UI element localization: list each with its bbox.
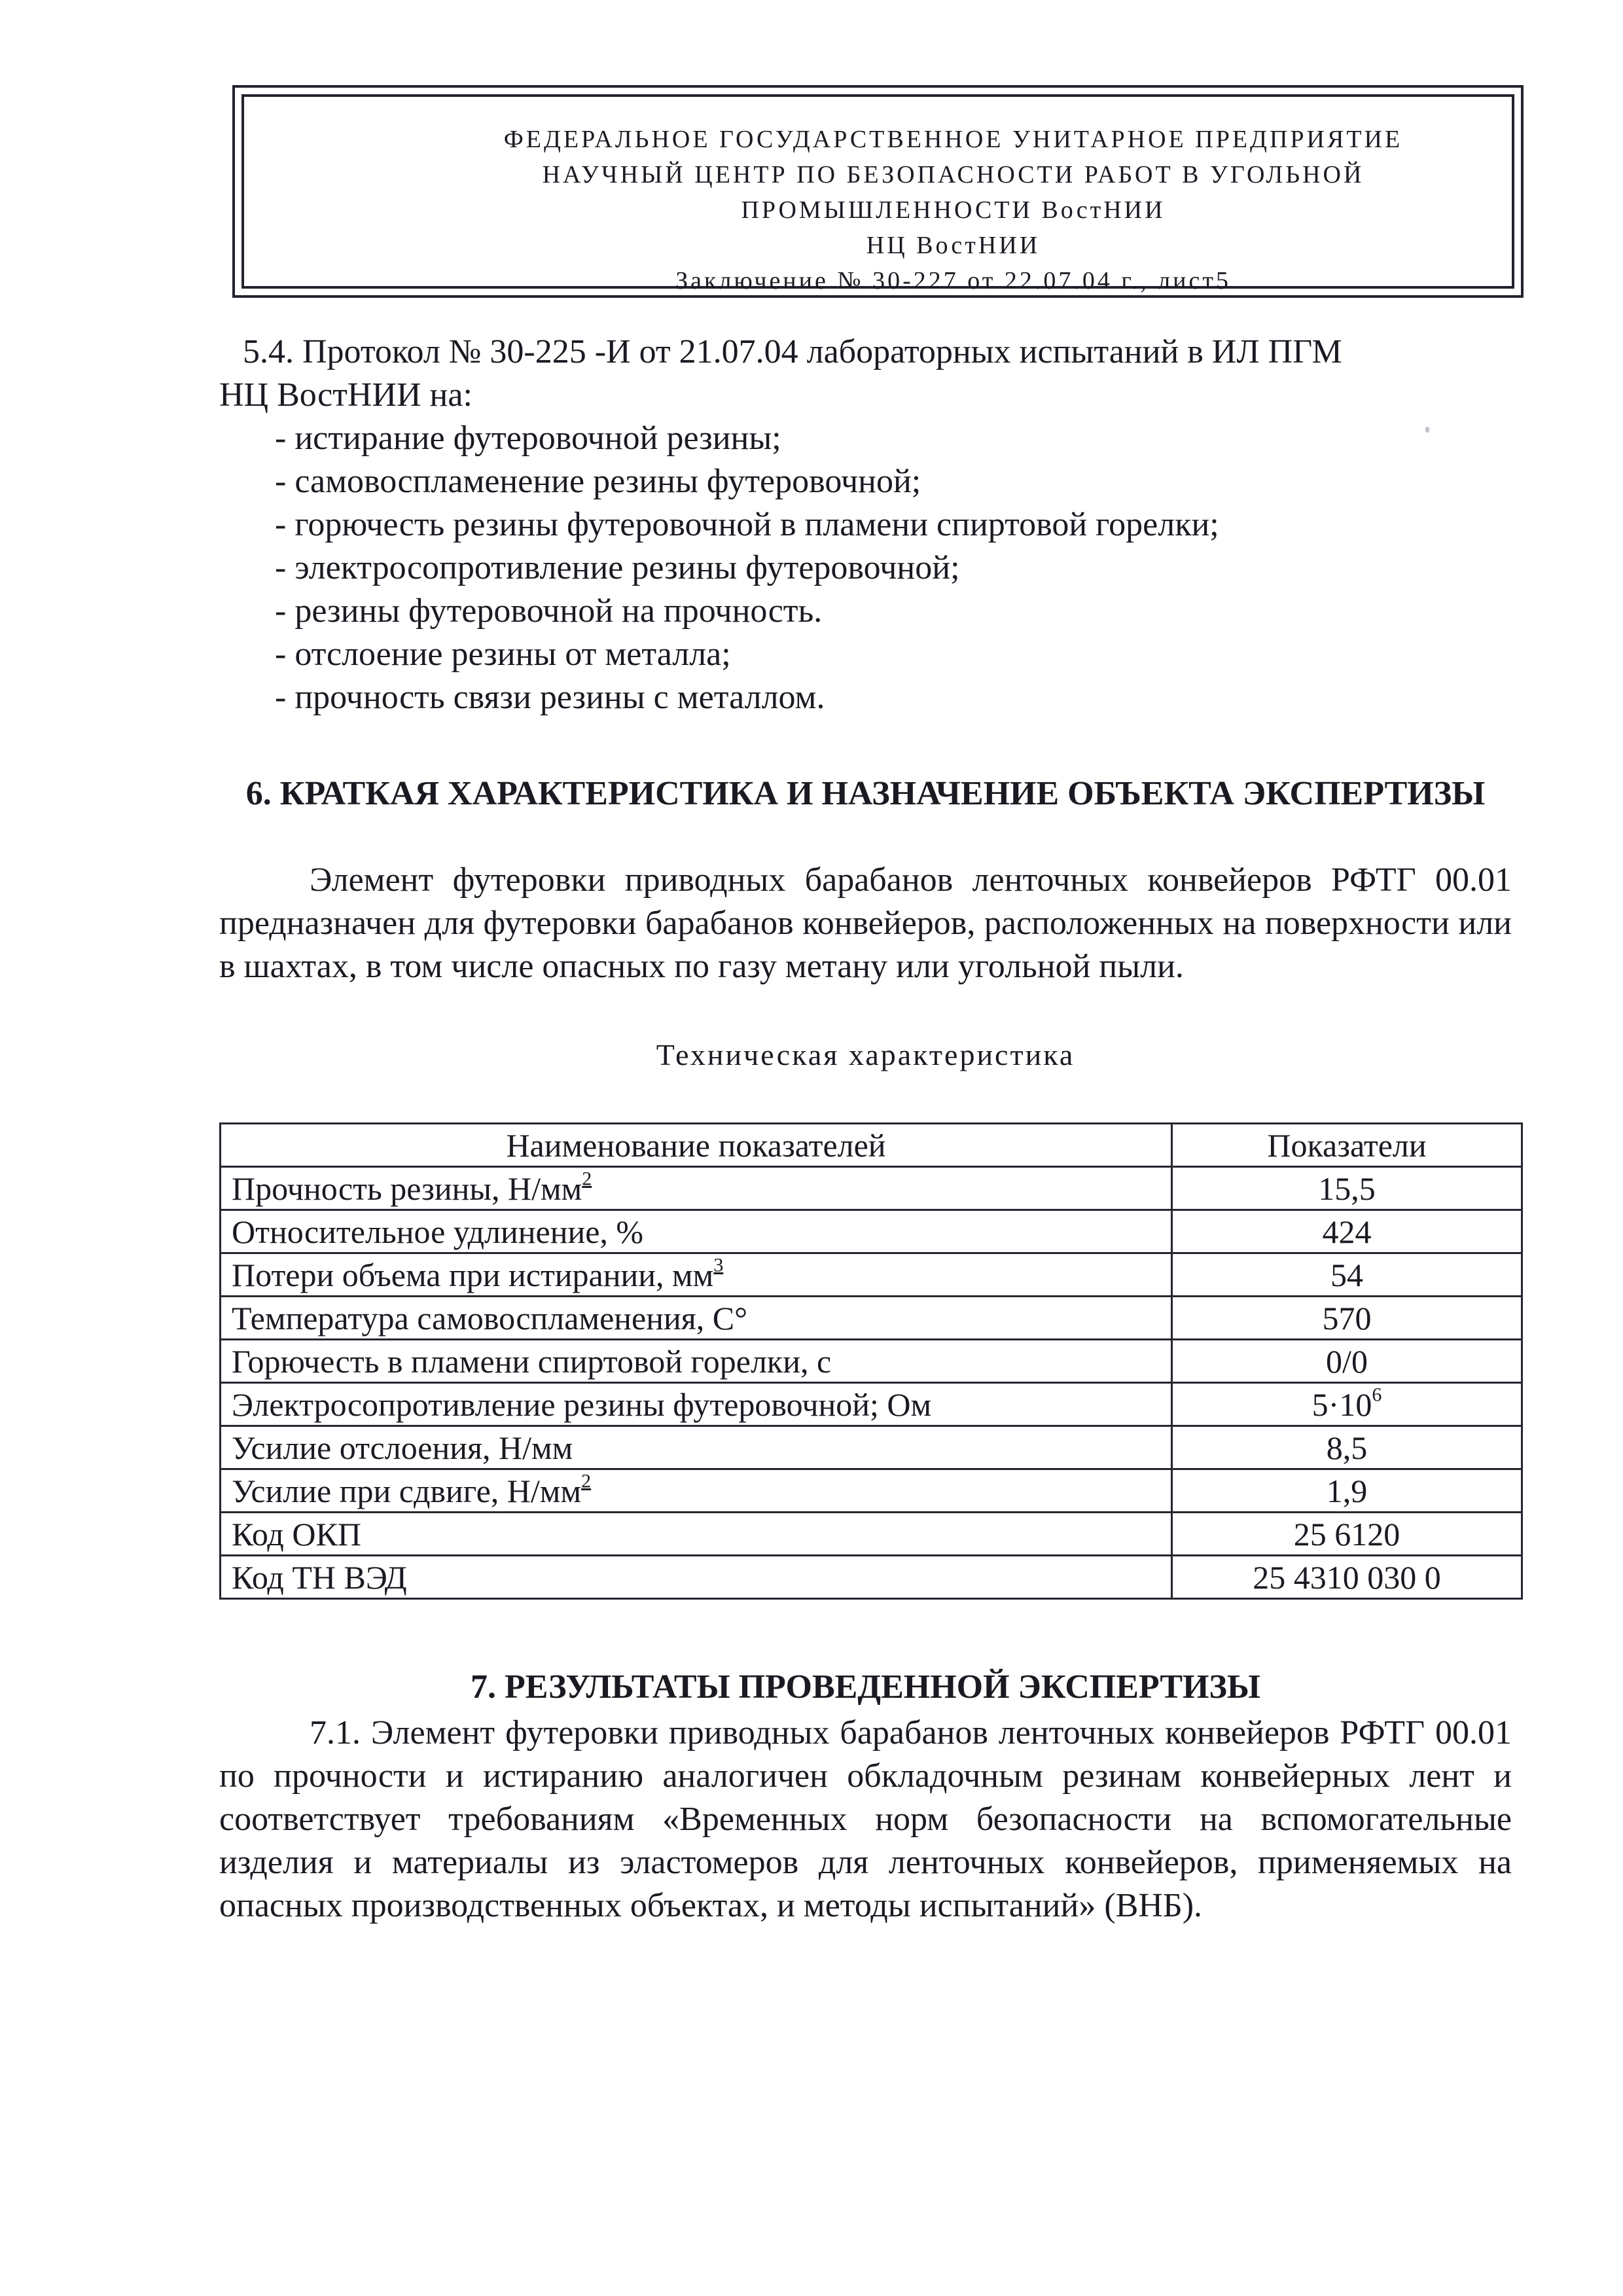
parameter-name-cell (221, 1340, 1172, 1383)
parameter-name-cell (221, 1210, 1172, 1253)
parameter-name: Код ОКП (232, 1515, 361, 1552)
protocol-test-list (219, 417, 1512, 719)
list-item: - электросопротивление резины футеровочной; (275, 549, 960, 586)
parameter-value-cell (1172, 1556, 1522, 1599)
parameter-value: 15,5 (1318, 1170, 1376, 1207)
parameter-value-cell (1172, 1383, 1522, 1426)
parameter-name-cell (221, 1253, 1172, 1297)
header-conclusion-reference: Заключение № 30-227 от 22.07.04 г., лист5 (675, 267, 1231, 295)
table-row (221, 1210, 1522, 1253)
parameter-value: 25 6120 (1293, 1515, 1400, 1552)
table-row (221, 1513, 1522, 1556)
parameter-name: Усилие при сдвиге, Н/мм (232, 1472, 582, 1509)
table-header-row (221, 1124, 1522, 1167)
header-organization-line-2: НАУЧНЫЙ ЦЕНТР ПО БЕЗОПАСНОСТИ РАБОТ В УГОЛЬНОЙ (542, 161, 1364, 188)
parameter-value-cell (1172, 1167, 1522, 1210)
header-organization-line-1: ФЕДЕРАЛЬНОЕ ГОСУДАРСТВЕННОЕ УНИТАРНОЕ ПРЕДПРИЯТИЕ (503, 126, 1403, 153)
protocol-intro-line-1: 5.4. Протокол № 30-225 -И от 21.07.04 лабораторных испытаний в ИЛ ПГМ (243, 333, 1342, 370)
table-row (221, 1469, 1522, 1513)
scan-speck (1425, 427, 1429, 433)
list-item: - прочность связи резины с металлом. (275, 679, 825, 716)
table-body (221, 1167, 1522, 1599)
unit-exponent: 2 (582, 1168, 592, 1189)
column-header-value: Показатели (1172, 1124, 1522, 1167)
header-short-name: НЦ ВостНИИ (866, 232, 1041, 259)
parameter-value: 8,5 (1326, 1429, 1368, 1466)
parameter-name-cell (221, 1513, 1172, 1556)
parameter-name: Горючесть в пламени спиртовой горелки, с (232, 1342, 832, 1380)
section-6-paragraph: Элемент футеровки приводных барабанов ленточных конвейеров РФТГ 00.01 предназначен для футеровки барабанов конвейеров, расположенных на поверхности или в шахтах, в том числе опасных по газу метану или угольной пыли. (219, 861, 1512, 985)
document-header-inner-frame (241, 94, 1514, 295)
parameter-name: Потери объема при истирании, мм (232, 1256, 714, 1293)
parameter-name-cell (221, 1556, 1172, 1599)
table-row (221, 1253, 1522, 1297)
parameter-name: Относительное удлинение, % (232, 1213, 644, 1250)
table-row (221, 1383, 1522, 1426)
unit-exponent: 2 (581, 1470, 592, 1492)
table-row (221, 1297, 1522, 1340)
list-item: - самовоспламенение резины футеровочной; (275, 463, 921, 500)
table-row (221, 1426, 1522, 1469)
header-organization-line-3: ПРОМЫШЛЕННОСТИ ВостНИИ (741, 196, 1166, 224)
parameter-value: 5·10 (1311, 1386, 1372, 1423)
parameter-name-cell (221, 1167, 1172, 1210)
list-item: - горючесть резины футеровочной в пламени спиртовой горелки; (275, 506, 1219, 543)
section-6-title: 6. КРАТКАЯ ХАРАКТЕРИСТИКА И НАЗНАЧЕНИЕ ОБЪЕКТА ЭКСПЕРТИЗЫ (245, 775, 1486, 812)
table-row (221, 1556, 1522, 1599)
parameter-value: 570 (1322, 1299, 1372, 1336)
parameter-value: 424 (1322, 1213, 1372, 1250)
parameter-value: 25 4310 030 0 (1253, 1558, 1441, 1596)
parameter-name: Усилие отслоения, Н/мм (232, 1429, 573, 1466)
section-5-4 (219, 331, 1512, 719)
technical-specification-table (219, 1122, 1523, 1600)
parameter-value-cell (1172, 1513, 1522, 1556)
parameter-value: 0/0 (1326, 1342, 1368, 1380)
parameter-value-cell (1172, 1297, 1522, 1340)
unit-exponent: 3 (713, 1254, 724, 1276)
parameter-name-cell (221, 1426, 1172, 1469)
protocol-intro-line-2: НЦ ВостНИИ на: (219, 376, 473, 414)
list-item: - отслоение резины от металла; (275, 636, 731, 673)
parameter-value-cell (1172, 1253, 1522, 1297)
section-7-title: 7. РЕЗУЛЬТАТЫ ПРОВЕДЕННОЙ ЭКСПЕРТИЗЫ (471, 1668, 1260, 1706)
parameter-value: 54 (1330, 1256, 1363, 1293)
parameter-value-cell (1172, 1426, 1522, 1469)
value-exponent: 6 (1372, 1384, 1382, 1405)
document-header-box (232, 85, 1524, 298)
parameter-name-cell (221, 1469, 1172, 1513)
parameter-name: Электросопротивление резины футеровочной; Ом (232, 1386, 932, 1423)
column-header-parameter: Наименование показателей (221, 1124, 1172, 1167)
parameter-value-cell (1172, 1469, 1522, 1513)
list-item: - резины футеровочной на прочность. (275, 592, 823, 630)
parameter-name-cell (221, 1297, 1172, 1340)
parameter-value-cell (1172, 1210, 1522, 1253)
parameter-value: 1,9 (1326, 1472, 1368, 1509)
parameter-name: Код ТН ВЭД (232, 1558, 407, 1596)
table-row (221, 1340, 1522, 1383)
parameter-value-cell (1172, 1340, 1522, 1383)
parameter-name-cell (221, 1383, 1172, 1426)
section-7-1-paragraph: 7.1. Элемент футеровки приводных барабанов ленточных конвейеров РФТГ 00.01 по прочности и истиранию аналогичен обкладочным резинам конвейерных лент и соответствует требованиям «Временных норм безопасности на вспомогательные изделия и материалы из эластомеров для ленточных конвейеров, применяемых на опасных производственных объектах, и методы испытаний» (ВНБ). (219, 1714, 1512, 1924)
table-caption: Техническая характеристика (656, 1038, 1075, 1071)
list-item: - истирание футеровочной резины; (275, 420, 781, 457)
table-row (221, 1167, 1522, 1210)
parameter-name: Прочность резины, Н/мм (232, 1170, 582, 1207)
parameter-name: Температура самовоспламенения, С° (232, 1299, 748, 1336)
